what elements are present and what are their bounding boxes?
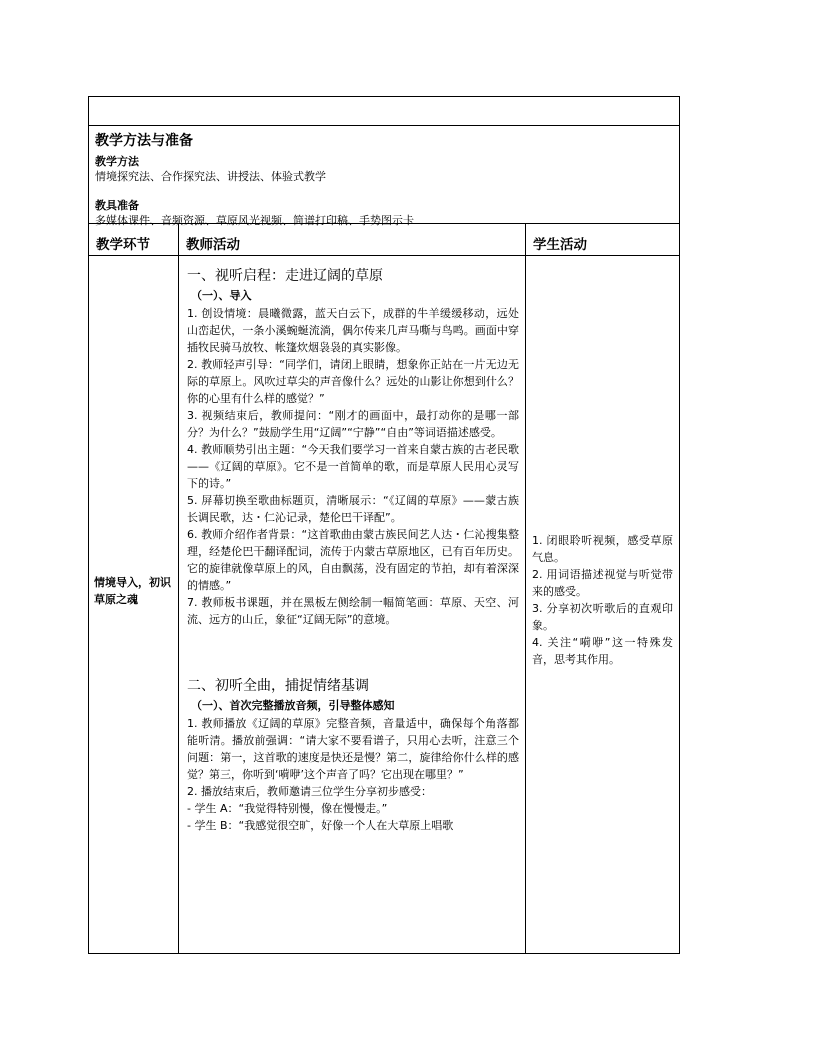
student-item: 4. 关注“嗬咿”这一特殊发音，思考其作用。: [532, 636, 673, 666]
student-item: 1. 闭眼聆听视频，感受草原气息。: [532, 534, 673, 564]
teacher-item: 3. 视频结束后，教师提问：“刚才的画面中，最打动你的是哪一部分？为什么？”鼓励学生用“辽阔”“宁静”“自由”等词语描述感受。: [187, 409, 519, 439]
teacher-cell: [179, 256, 526, 954]
student-cell: [526, 256, 679, 954]
teacher-item: - 学生 A：“我觉得特别慢，像在慢慢走。”: [187, 802, 388, 815]
methods-section: [89, 126, 679, 227]
teacher-item: 6. 教师介绍作者背景：“这首歌曲由蒙古族民间艺人达・仁沁搜集整理，经楚伦巴干翻译配词，流传于内蒙古草原地区，已有百年历史。它的旋律就像草原上的风，自由飘荡，没有固定的节拍，却有着深深的情感。”: [187, 528, 519, 592]
activity-table: [89, 224, 679, 954]
teacher-item: 1. 创设情境：晨曦微露，蓝天白云下，成群的牛羊缓缓移动，远处山峦起伏，一条小溪蜿蜒流淌，偶尔传来几声马嘶与鸟鸣。画面中穿插牧民骑马放牧、帐篷炊烟袅袅的真实影像。: [187, 307, 519, 354]
teacher-item: 1. 教师播放《辽阔的草原》完整音频，音量适中，确保每个角落都能听清。播放前强调：“请大家不要看谱子，只用心去听，注意三个问题：第一，这首歌的速度是快还是慢？第二，旋律给你什么样的感觉？第三，你听到‘嗬咿’这个声音了吗？它出现在哪里？”: [187, 717, 519, 781]
empty-top-row: [89, 97, 679, 126]
tools-text: 多媒体课件、音频资源、草原风光视频、简谱打印稿、手势图示卡: [95, 214, 414, 227]
teacher-item: 2. 教师轻声引导：“同学们，请闭上眼睛，想象你正站在一片无边无际的草原上。风吹过草尖的声音像什么？远处的山影让你想到什么？你的心里有什么样的感觉？”: [187, 358, 519, 405]
table-header-row: [89, 224, 679, 256]
header-student: 学生活动: [533, 237, 587, 253]
student-item: 3. 分享初次听歌后的直观印象。: [532, 602, 673, 632]
methods-text: 情境探究法、合作探究法、讲授法、体验式教学: [95, 170, 326, 183]
teacher-item: - 学生 B：“我感觉很空旷，好像一个人在大草原上唱歌: [187, 819, 454, 832]
teacher-item: 7. 教师板书课题，并在黑板左侧绘制一幅简笔画：草原、天空、河流、远方的山丘，象征“辽阔无际”的意境。: [187, 596, 519, 626]
teacher-item: 5. 屏幕切换至歌曲标题页，清晰展示：“《辽阔的草原》——蒙古族长调民歌，达・仁沁记录，楚伦巴干译配”。: [187, 494, 519, 524]
stage-label: 情境导入，初识草原之魂: [94, 576, 171, 606]
header-teacher: 教师活动: [179, 224, 526, 255]
part1-title: 一、视听启程：走进辽阔的草原: [187, 268, 383, 284]
teacher-item: 2. 播放结束后，教师邀请三位学生分享初步感受：: [187, 785, 432, 798]
teacher-item: 4. 教师顺势引出主题：“今天我们要学习一首来自蒙古族的古老民歌——《辽阔的草原》。它不是一首简单的歌，而是草原人民用心灵写下的诗。”: [187, 443, 519, 490]
methods-section-title: 教学方法与准备: [95, 133, 193, 149]
header-stage: 教学环节: [89, 224, 179, 255]
student-item: 2. 用词语描述视觉与听觉带来的感受。: [532, 568, 673, 598]
lesson-plan-table: [88, 96, 680, 954]
table-row: [89, 256, 679, 954]
stage-cell: [89, 256, 179, 954]
part2-title: 二、初听全曲，捕捉情绪基调: [187, 678, 369, 694]
part1-subtitle: （一）、导入: [191, 289, 252, 302]
tools-heading: 教具准备: [95, 199, 139, 212]
methods-heading: 教学方法: [95, 155, 139, 168]
part2-subtitle: （一）、首次完整播放音频，引导整体感知: [191, 699, 395, 712]
